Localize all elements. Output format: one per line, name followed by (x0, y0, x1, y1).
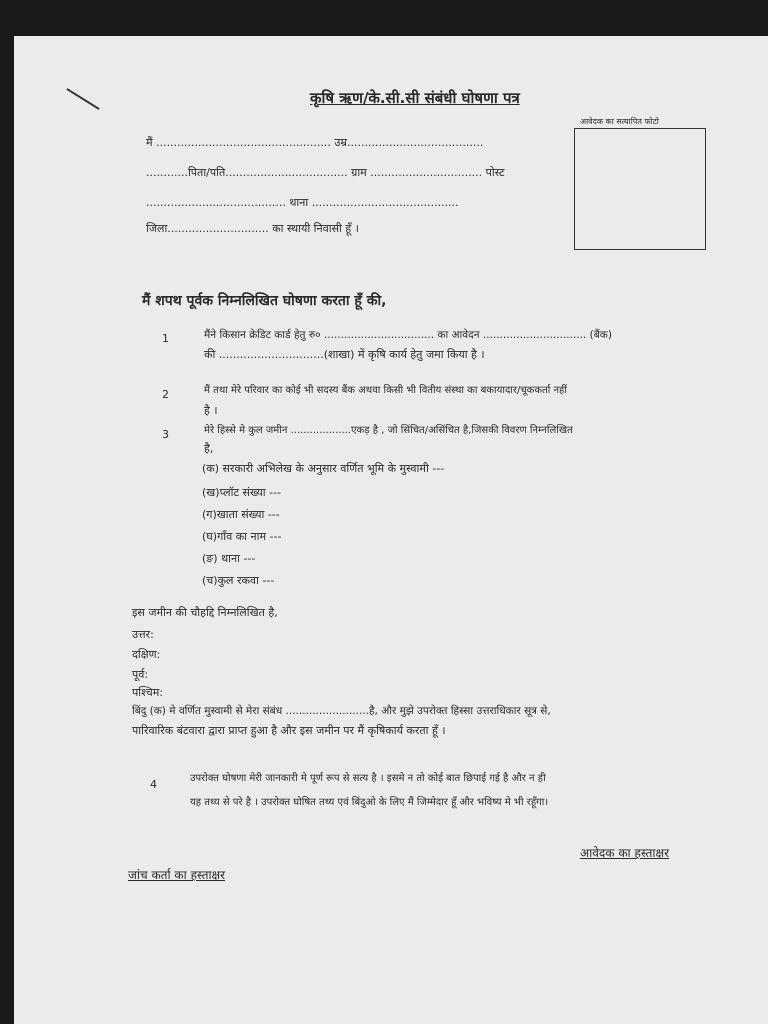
item2-line2: है । (204, 404, 218, 417)
item-number: 3 (162, 428, 169, 441)
subitem-thana: (ङ) थाना --- (202, 552, 256, 565)
subitem-owner: (क) सरकारी अभिलेख के अनुसार वर्णित भूमि के मुस्वामी --- (202, 462, 445, 475)
pen-stroke-mark (66, 88, 99, 110)
item4-line1: उपरोक्त घोषणा मेरी जानकारी मे पूर्ण रूप से सत्य है । इसमे न तो कोई बात छिपाई गई है और न ही (190, 773, 546, 784)
boundary-west: पश्चिम: (132, 686, 164, 699)
photo-box (574, 128, 706, 250)
item4-line2: यह तथ्य से परे है । उपरोक्त घोषित तथ्य एवं बिंदुओ के लिए मैं जिम्मेदार हूँ और भविष्य मे भी रहूँगा। (190, 797, 549, 808)
document-title: कृषि ऋण/के.सी.सी संबंधी घोषणा पत्र (310, 89, 520, 107)
relation-line1: बिंदु (क) मे वर्णित मुस्वामी से मेरा संबंध .........................है, और मुझे उपरोक्त हिस्सा उत्तराधिकार सूत्र से, (132, 705, 551, 717)
applicant-signature-label: आवेदक का हस्ताक्षर (580, 846, 669, 860)
subitem-plot-number: (ख)प्लॉट संख्या --- (202, 486, 282, 499)
header-line-father: ............पिता/पति................................... ग्राम ................................ पोस्ट (146, 166, 505, 179)
item-number: 2 (162, 388, 169, 401)
header-line-name: मैं .................................................. उम्र....................................... (146, 136, 484, 149)
header-line-thana: ........................................ थाना .......................................... (146, 196, 459, 209)
verifier-signature-label: जांच कर्ता का हस्ताक्षर (128, 868, 226, 882)
header-line-district: जिला............................. का स्थायी निवासी हूँ । (146, 222, 359, 235)
boundary-east: पूर्व: (132, 668, 149, 681)
oath-statement: मैं शपथ पूर्वक निम्नलिखित घोषणा करता हूँ की, (142, 293, 387, 309)
item1-line2: की ..............................(शाखा) में कृषि कार्य हेतु जमा किया है । (204, 348, 485, 361)
boundary-north: उत्तर: (132, 628, 154, 641)
subitem-village-name: (घ)गाँव का नाम --- (202, 530, 282, 543)
declaration-page (14, 36, 768, 1024)
photo-label: आवेदक का सत्यापित फोटो (580, 117, 659, 126)
boundary-intro: इस जमीन की चौहद्दि निम्नलिखित है, (132, 606, 278, 619)
relation-line2: पारिवारिक बंटवारा द्वारा प्राप्त हुआ है और इस जमीन पर मैं कृषिकार्य करता हूँ । (132, 724, 446, 737)
item2-line1: मैं तथा मेरे परिवार का कोई भी सदस्य बैंक अथवा किसी भी वितीय संस्था का बकायादार/चूककर्ता नहीं (204, 385, 567, 396)
boundary-south: दक्षिण: (132, 648, 161, 661)
subitem-khata-number: (ग)खाता संख्या --- (202, 508, 280, 521)
item1-line1: मैंने किसान क्रेडिट कार्ड हेतु रु० ................................. का आवेदन ............................... (बैंक) (204, 329, 612, 341)
item-number: 4 (150, 778, 157, 791)
item3-line2: है, (204, 442, 214, 455)
subitem-total-area: (च)कुल रकवा --- (202, 574, 275, 587)
item3-line1: मेरे हिस्से मे कुल जमीन ...................एकड़ है , जो सिंचित/असिंचित है,जिसकी विवरण निम्नलिखित (204, 425, 573, 436)
item-number: 1 (162, 332, 169, 345)
